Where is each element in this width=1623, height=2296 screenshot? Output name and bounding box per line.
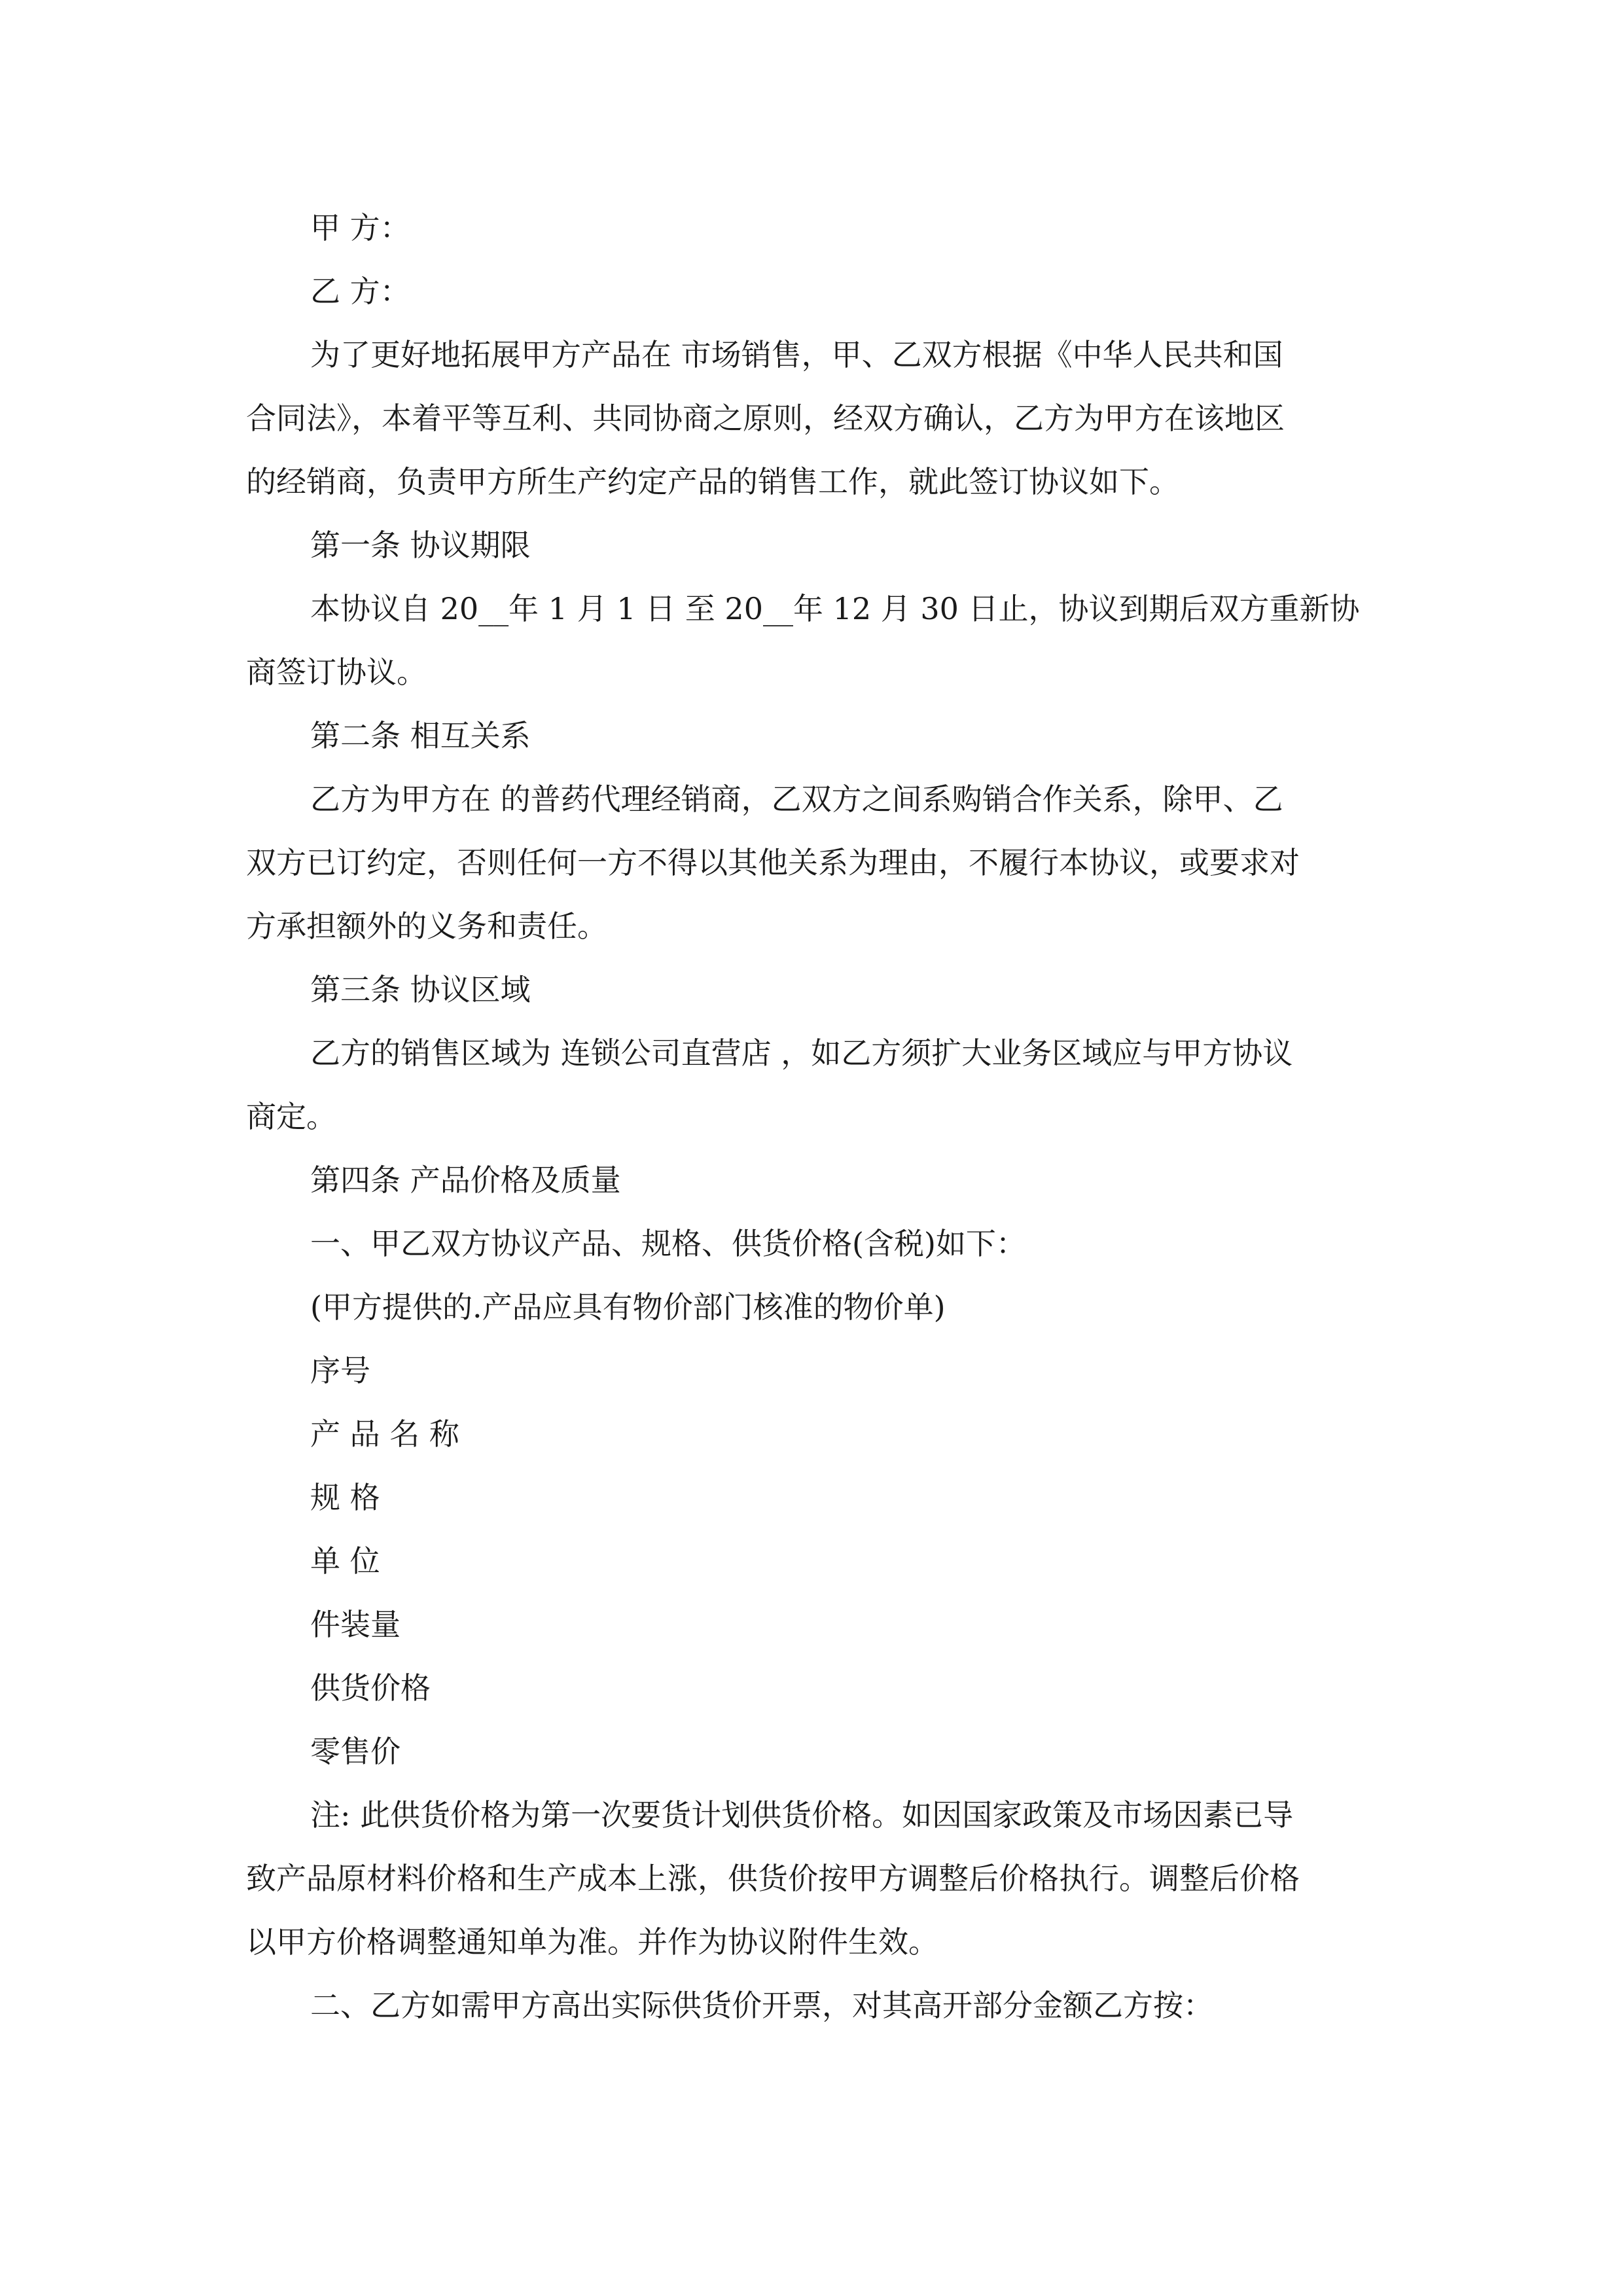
column-label-product-name: 产 品 名 称 bbox=[310, 1416, 459, 1452]
column-label-retail-price: 零售价 bbox=[310, 1734, 401, 1769]
article-2-text: 双方已订约定，否则任何一方不得以其他关系为理由，不履行本协议，或要求对 bbox=[246, 845, 1300, 880]
article-3-text: 商定。 bbox=[246, 1099, 336, 1134]
article-4-heading: 第四条 产品价格及质量 bbox=[310, 1162, 621, 1198]
article-1-heading: 第一条 协议期限 bbox=[310, 528, 531, 563]
column-label-pack-qty: 件装量 bbox=[310, 1607, 401, 1642]
price-note: 注: 此供货价格为第一次要货计划供货价格。如因国家政策及市场因素已导 bbox=[310, 1797, 1294, 1833]
price-note: 致产品原材料价格和生产成本上涨，供货价按甲方调整后价格执行。调整后价格 bbox=[246, 1861, 1300, 1896]
article-2-heading: 第二条 相互关系 bbox=[310, 718, 531, 753]
article-1-text: 本协议自 20__年 1 月 1 日 至 20__年 12 月 30 日止，协议到期后双方重新协 bbox=[310, 591, 1360, 626]
document-page bbox=[246, 196, 1377, 2037]
party-a-label: 甲 方： bbox=[310, 210, 410, 245]
article-4-note: (甲方提供的.产品应具有物价部门核准的物价单) bbox=[310, 1289, 946, 1325]
article-4-item-2: 二、乙方如需甲方高出实际供货价开票，对其高开部分金额乙方按： bbox=[310, 1988, 1213, 2023]
preamble-line: 的经销商，负责甲方所生产约定产品的销售工作，就此签订协议如下。 bbox=[246, 464, 1179, 499]
column-label-supply-price: 供货价格 bbox=[310, 1670, 431, 1706]
article-2-text: 方承担额外的义务和责任。 bbox=[246, 908, 607, 944]
column-label-serial: 序号 bbox=[310, 1353, 370, 1388]
article-4-item-1: 一、甲乙双方协议产品、规格、供货价格(含税)如下： bbox=[310, 1226, 1026, 1261]
preamble-line: 合同法》，本着平等互利、共同协商之原则，经双方确认，乙方为甲方在该地区 bbox=[246, 401, 1285, 436]
party-b-label: 乙 方： bbox=[310, 274, 410, 309]
article-3-text: 乙方的销售区域为 连锁公司直营店 ，如乙方须扩大业务区域应与甲方协议 bbox=[310, 1035, 1293, 1071]
preamble-line: 为了更好地拓展甲方产品在 市场销售，甲、乙双方根据《中华人民共和国 bbox=[310, 337, 1283, 372]
column-label-spec: 规 格 bbox=[310, 1480, 380, 1515]
article-3-heading: 第三条 协议区域 bbox=[310, 972, 531, 1007]
article-2-text: 乙方为甲方在 的普药代理经销商，乙双方之间系购销合作关系，除甲、乙 bbox=[310, 781, 1283, 817]
article-1-text: 商签订协议。 bbox=[246, 655, 427, 690]
price-note: 以甲方价格调整通知单为准。并作为协议附件生效。 bbox=[246, 1924, 938, 1960]
column-label-unit: 单 位 bbox=[310, 1543, 380, 1579]
